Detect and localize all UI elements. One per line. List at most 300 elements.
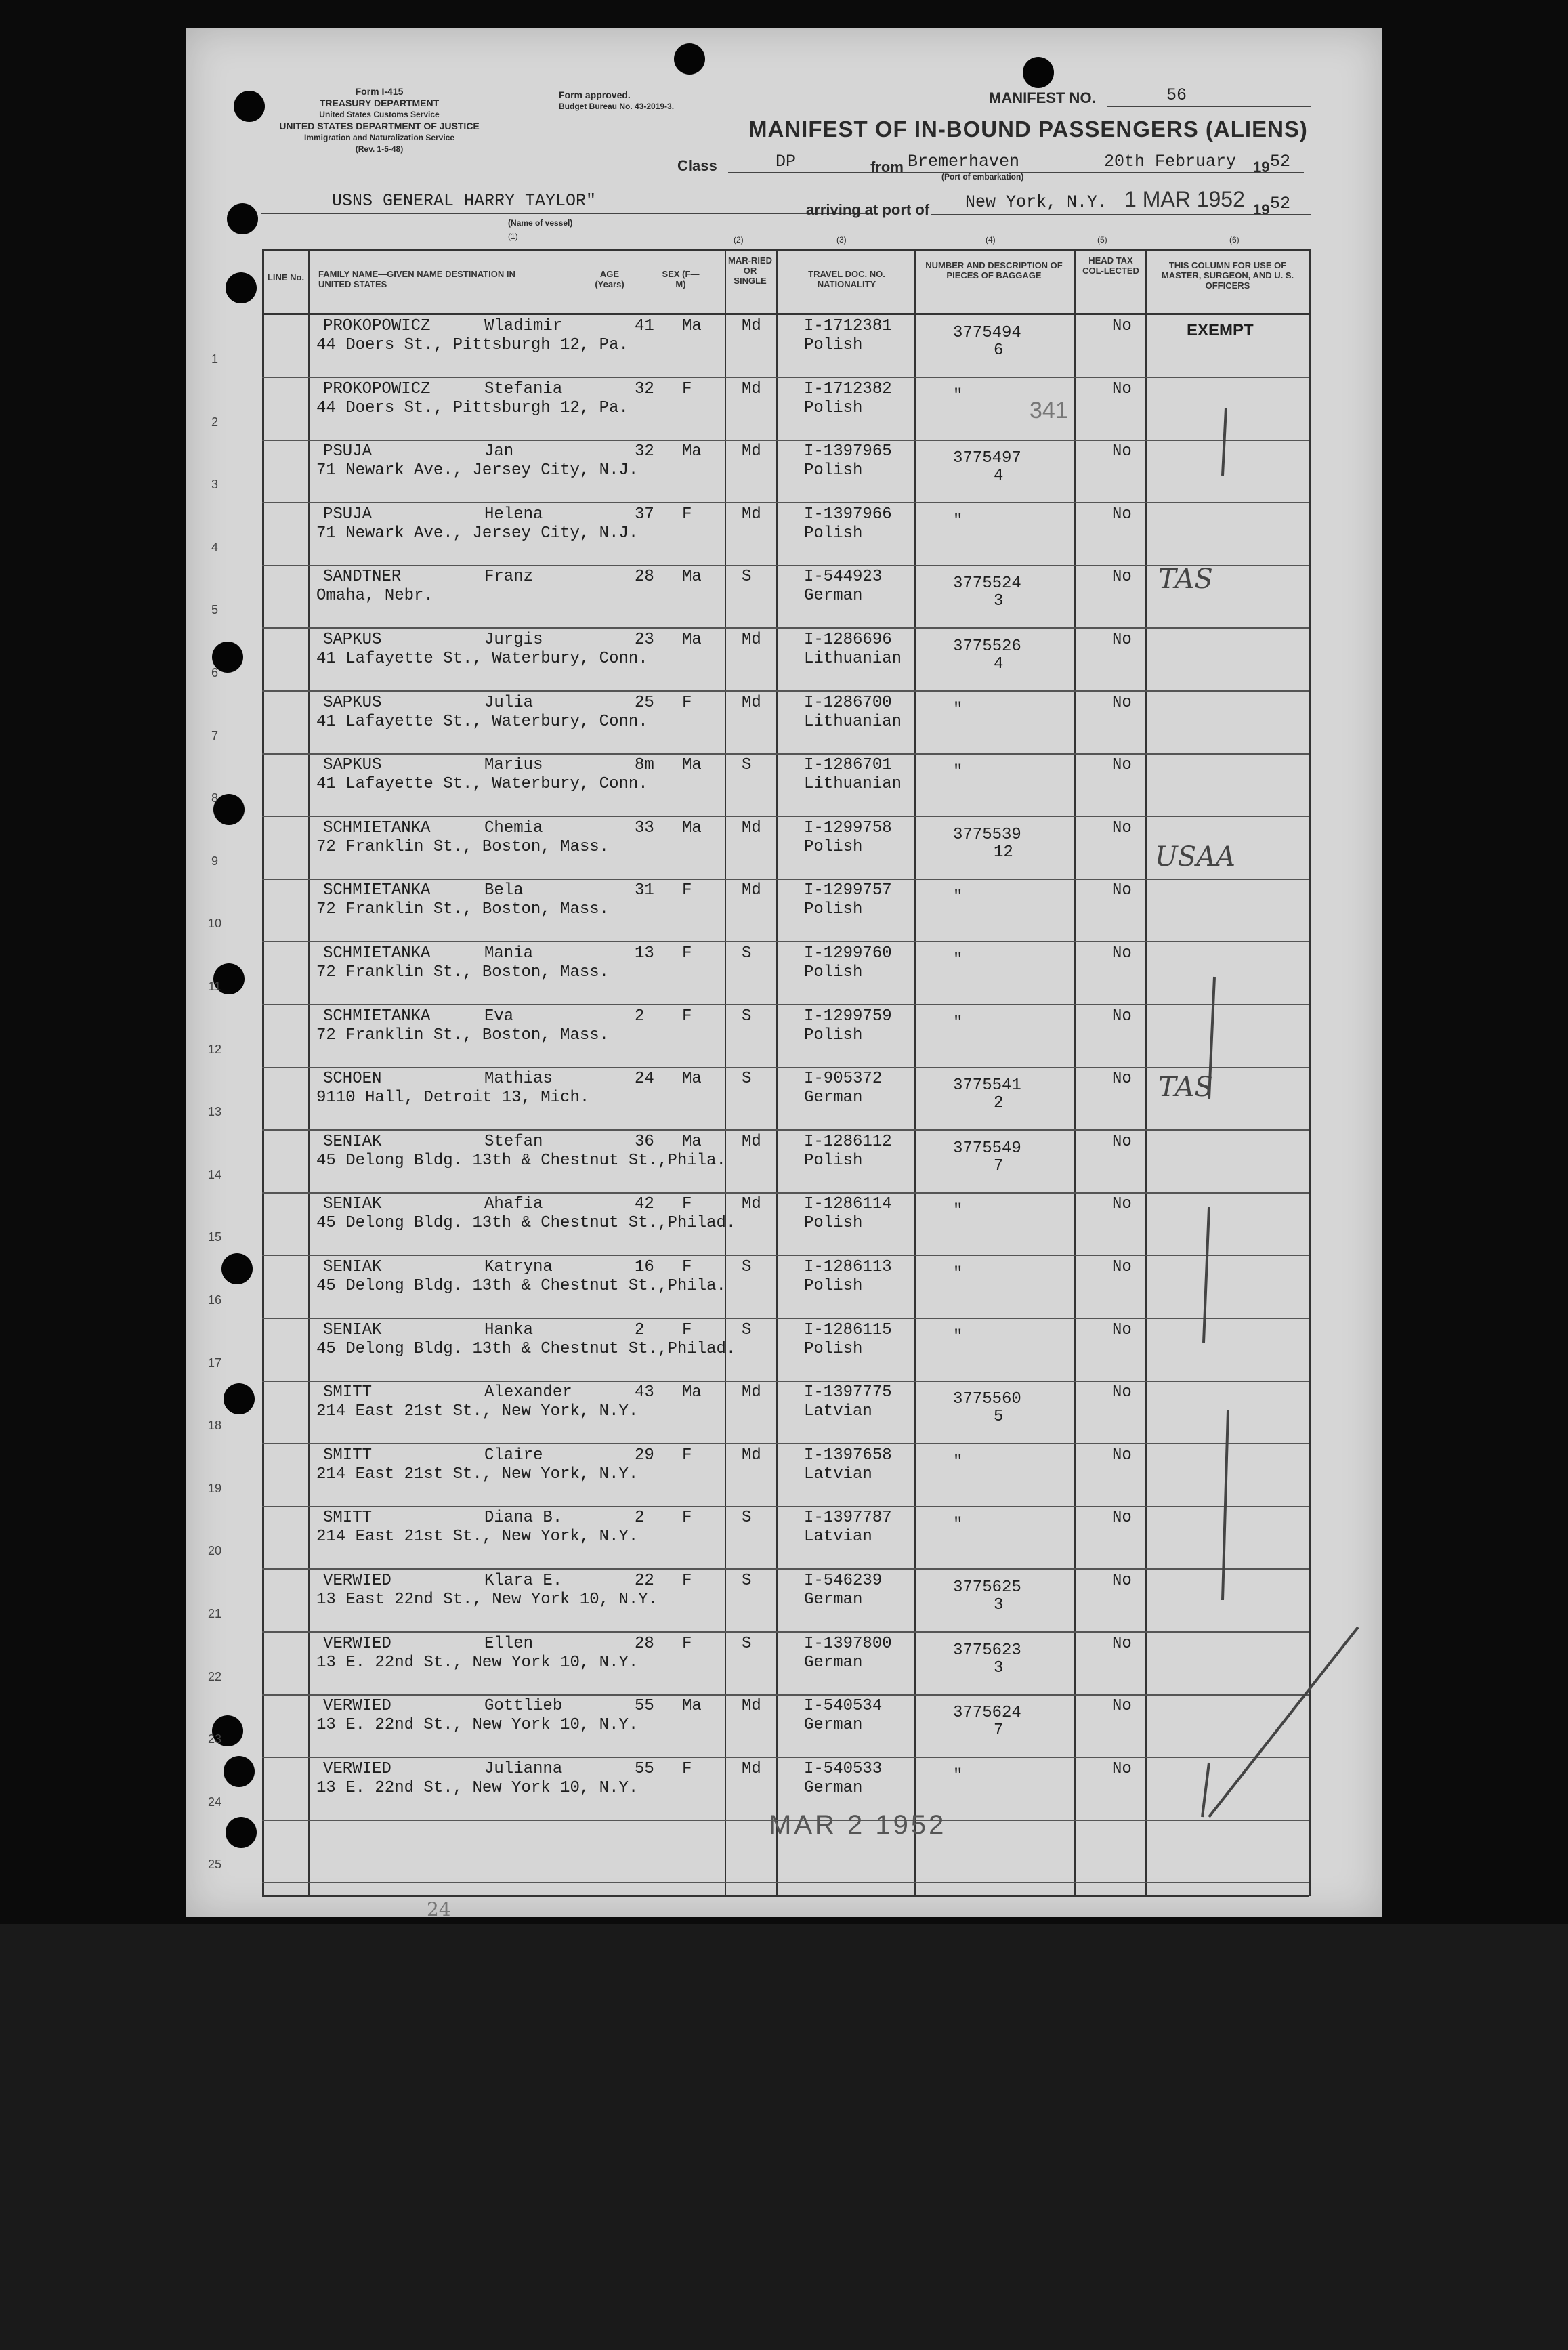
given-name: Wladimir [484,317,563,335]
travel-doc: I-1397775 [804,1383,892,1402]
given-name: Alexander [484,1383,572,1402]
family-name: SENIAK [323,1258,382,1276]
travel-doc: I-546239 [804,1572,883,1590]
nationality: Polish [804,1151,863,1170]
baggage-pieces: 4 [994,467,1004,486]
form-approval [559,89,748,112]
punch-hole [226,272,257,303]
travel-doc: I-540534 [804,1697,883,1716]
baggage-pieces: 7 [994,1721,1004,1740]
address: 13 E. 22nd St., New York 10, N.Y. [316,1716,639,1735]
address: 41 Lafayette St., Waterbury, Conn. [316,775,648,794]
address: 71 Newark Ave., Jersey City, N.J. [316,524,639,543]
line-number: 10 [207,917,222,931]
family-name: SAPKUS [323,756,382,775]
age: 31 [635,881,654,900]
arrival-stamp: 1 MAR 1952 [1124,187,1245,211]
punch-hole [227,203,258,234]
address: 41 Lafayette St., Waterbury, Conn. [316,650,648,668]
arrival-year: 52 [1270,194,1291,213]
manifest-no-line [1107,106,1311,107]
nationality: Lithuanian [804,650,902,668]
col-head-travel: TRAVEL DOC. NO. NATIONALITY [808,269,885,289]
age: 23 [635,631,654,649]
marital-status: Md [742,818,761,837]
baggage-number: 3775560 [953,1390,1021,1409]
age: 2 [635,1509,645,1528]
age: 43 [635,1383,654,1402]
given-name: Gottlieb [484,1697,563,1716]
head-tax: No [1112,1509,1132,1528]
age: 41 [635,317,654,335]
nationality: Latvian [804,1528,872,1547]
baggage-number: " [953,1202,963,1221]
revision: (Rev. 1-5-48) [355,144,404,154]
nationality: Latvian [804,1402,872,1421]
head-tax: No [1112,693,1132,712]
travel-doc: I-1397965 [804,442,892,461]
family-name: VERWIED [323,1634,391,1653]
head-tax: No [1112,317,1132,335]
col-num-5: (5) [1097,235,1107,245]
head-tax: No [1112,1634,1132,1653]
line-number: 22 [207,1669,222,1683]
given-name: Klara E. [484,1572,563,1590]
age: 16 [635,1258,654,1276]
line-number: 5 [211,603,218,617]
nationality: Polish [804,336,863,354]
baggage-number: " [953,700,963,719]
col-head-age: AGE (Years) [595,269,624,289]
table-top-border [262,249,1309,251]
officer-mark: USAA [1155,841,1235,873]
age: 2 [635,1320,645,1339]
col-num-3: (3) [836,235,847,245]
line-number: 1 [211,352,218,366]
nationality: German [804,1653,863,1672]
address: 44 Doers St., Pittsburgh 12, Pa. [316,398,629,417]
nationality: Polish [804,398,863,417]
ins-service: Immigration and Naturalization Service [303,133,455,142]
head-tax: No [1112,756,1132,775]
travel-doc: I-1299758 [804,818,892,837]
address: 72 Franklin St., Boston, Mass. [316,963,610,982]
marital-status: Md [742,1132,761,1151]
travel-doc: I-1299757 [804,881,892,900]
age: 36 [635,1132,654,1151]
travel-doc: I-1286115 [804,1320,892,1339]
baggage-number: " [953,1515,963,1534]
manifest-page [186,28,1382,1921]
sex: F [682,881,692,900]
address: 45 Delong Bldg. 13th & Chestnut St.,Phila. [316,1151,726,1170]
marital-status: Md [742,693,761,712]
sex: Ma [682,818,702,837]
family-name: SANDTNER [323,568,402,587]
given-name: Bela [484,881,524,900]
head-tax: No [1112,1320,1132,1339]
col-head-baggage: NUMBER AND DESCRIPTION OF PIECES OF BAGGAGE [925,260,1063,280]
handwritten-number: 341 [1030,398,1068,423]
sex: Ma [682,631,702,649]
baggage-number: 3775524 [953,574,1021,593]
family-name: PSUJA [323,505,373,524]
nationality: Latvian [804,1465,872,1484]
officer-checkmarks [1148,408,1372,1844]
family-name: SCHMIETANKA [323,944,431,963]
family-name: SMITT [323,1446,373,1465]
date-year-prefix: 19 [1253,159,1270,175]
given-name: Julia [484,693,534,712]
nationality: Polish [804,1214,863,1233]
officer-mark: TAS [1158,1072,1213,1103]
family-name: SCHMIETANKA [323,881,431,900]
from-sub: (Port of embarkation) [941,172,1024,182]
given-name: Helena [484,505,543,524]
baggage-number: " [953,951,963,969]
address: 214 East 21st St., New York, N.Y. [316,1402,639,1421]
baggage-number: " [953,1013,963,1032]
baggage-number: 3775539 [953,825,1021,844]
table-bottom-border [262,1895,1309,1897]
nationality: Polish [804,1277,863,1295]
sex: Ma [682,1132,702,1151]
line-number: 20 [207,1544,222,1558]
punch-hole [221,1253,253,1284]
head-tax: No [1112,1258,1132,1276]
line-number: 13 [207,1105,222,1119]
travel-doc: I-1286700 [804,693,892,712]
head-tax: No [1112,1759,1132,1778]
given-name: Jan [484,442,514,461]
travel-doc: I-1397966 [804,505,892,524]
baggage-number: 3775623 [953,1641,1021,1660]
nationality: German [804,1716,863,1735]
marital-status: S [742,1634,752,1653]
line-number: 21 [207,1607,222,1620]
travel-doc: I-1299760 [804,944,892,963]
nationality: Polish [804,963,863,982]
marital-status: Md [742,379,761,398]
justice-dept: UNITED STATES DEPARTMENT OF JUSTICE [279,121,480,131]
given-name: Hanka [484,1320,534,1339]
vessel-line [261,213,870,214]
line-number: 11 [208,980,221,993]
family-name: SCHMIETANKA [323,818,431,837]
baggage-number: " [953,888,963,907]
punch-hole [226,1817,257,1848]
punch-hole [1023,57,1054,88]
head-tax: No [1112,442,1132,461]
marital-status: Md [742,631,761,649]
given-name: Jurgis [484,631,543,649]
vessel-name: USNS GENERAL HARRY TAYLOR" [332,191,597,211]
address: 71 Newark Ave., Jersey City, N.J. [316,461,639,480]
address: 214 East 21st St., New York, N.Y. [316,1465,639,1484]
baggage-pieces: 4 [994,655,1004,673]
age: 8m [635,756,654,775]
manifest-title: MANIFEST OF IN-BOUND PASSENGERS (ALIENS) [748,117,1308,142]
baggage-number: 3775541 [953,1076,1021,1095]
given-name: Chemia [484,818,543,837]
line-number: 8 [211,791,218,805]
sex: F [682,505,692,524]
head-tax: No [1112,568,1132,587]
given-name: Stefan [484,1132,543,1151]
age: 32 [635,442,654,461]
age: 33 [635,818,654,837]
nationality: Lithuanian [804,775,902,794]
nationality: German [804,1089,863,1108]
marital-status: S [742,1509,752,1528]
baggage-number: " [953,1265,963,1283]
travel-doc: I-905372 [804,1070,883,1089]
dark-background [0,1924,1568,2350]
punch-hole [674,43,705,75]
from-value: Bremerhaven [908,152,1020,171]
head-tax: No [1112,1383,1132,1402]
family-name: VERWIED [323,1572,391,1590]
marital-status: S [742,756,752,775]
class-line [728,172,1304,173]
travel-doc: I-1286701 [804,756,892,775]
travel-doc: I-544923 [804,568,883,587]
col-num-6: (6) [1229,235,1239,245]
baggage-pieces: 2 [994,1094,1004,1113]
head-tax: No [1112,1007,1132,1026]
col-num-2: (2) [734,235,744,245]
given-name: Diana B. [484,1509,563,1528]
head-tax: No [1112,1195,1132,1214]
family-name: SENIAK [323,1320,382,1339]
sex: Ma [682,1697,702,1716]
head-tax: No [1112,1697,1132,1716]
nationality: German [804,1591,863,1609]
head-tax: No [1112,818,1132,837]
marital-status: Md [742,505,761,524]
col-head-tax: HEAD TAX COL-LECTED [1082,255,1139,276]
travel-doc: I-1286112 [804,1132,892,1151]
baggage-number: " [953,763,963,782]
line-number: 18 [207,1419,222,1433]
sex: Ma [682,1383,702,1402]
budget-bureau: Budget Bureau No. 43-2019-3. [559,102,675,111]
nationality: Polish [804,524,863,543]
col-num-1: (1) [508,232,518,241]
travel-doc: I-1286114 [804,1195,892,1214]
family-name: PSUJA [323,442,373,461]
age: 29 [635,1446,654,1465]
address: 72 Franklin St., Boston, Mass. [316,837,610,856]
class-label: Class [677,157,717,174]
baggage-pieces: 6 [994,341,1004,360]
line-number: 23 [207,1732,222,1746]
customs-service: United States Customs Service [319,110,440,119]
baggage-pieces: 3 [994,1596,1004,1614]
travel-doc: I-1712382 [804,379,892,398]
line-number: 4 [211,540,218,554]
age: 25 [635,693,654,712]
baggage-number: " [953,1452,963,1471]
form-header-left [237,86,522,155]
family-name: PROKOPOWICZ [323,317,431,335]
baggage-pieces: 7 [994,1156,1004,1175]
head-tax: No [1112,1132,1132,1151]
baggage-number: 3775625 [953,1578,1021,1597]
line-number: 3 [211,478,218,492]
sex: Ma [682,317,702,335]
given-name: Marius [484,756,543,775]
sex: F [682,1634,692,1653]
age: 2 [635,1007,645,1026]
given-name: Katryna [484,1258,553,1276]
manifest-no-label: MANIFEST NO. [989,89,1096,106]
family-name: SMITT [323,1509,373,1528]
manifest-no-value: 56 [1166,85,1187,105]
marital-status: Md [742,1759,761,1778]
marital-status: S [742,568,752,587]
punch-hole [224,1756,255,1787]
address: 41 Lafayette St., Waterbury, Conn. [316,712,648,731]
sex: F [682,1572,692,1590]
head-tax: No [1112,1446,1132,1465]
baggage-pieces: 5 [994,1408,1004,1427]
baggage-number: 3775526 [953,637,1021,656]
line-number: 2 [211,415,218,429]
line-number: 6 [211,666,218,679]
travel-doc: I-1397800 [804,1634,892,1653]
head-tax: No [1112,944,1132,963]
nationality: Polish [804,900,863,919]
sex: Ma [682,756,702,775]
baggage-number: 3775549 [953,1139,1021,1158]
age: 22 [635,1572,654,1590]
travel-doc: I-1286113 [804,1258,892,1276]
travel-doc: I-1397787 [804,1509,892,1528]
baggage-pieces: 12 [994,843,1013,862]
treasury-dept: TREASURY DEPARTMENT [319,98,440,108]
head-tax: No [1112,1070,1132,1089]
address: 13 E. 22nd St., New York 10, N.Y. [316,1778,639,1797]
family-name: SMITT [323,1383,373,1402]
given-name: Mania [484,944,534,963]
age: 24 [635,1070,654,1089]
baggage-pieces: 3 [994,1658,1004,1677]
head-tax: No [1112,631,1132,649]
baggage-number: 3775494 [953,324,1021,342]
baggage-number: 3775497 [953,449,1021,468]
sex: F [682,693,692,712]
family-name: SAPKUS [323,631,382,649]
address: 45 Delong Bldg. 13th & Chestnut St.,Philad. [316,1214,736,1233]
age: 55 [635,1697,654,1716]
travel-doc: I-1397658 [804,1446,892,1465]
age: 42 [635,1195,654,1214]
address: 214 East 21st St., New York, N.Y. [316,1528,639,1547]
baggage-pieces: 3 [994,592,1004,611]
marital-status: S [742,1572,752,1590]
col-head-officers: THIS COLUMN FOR USE OF MASTER, SURGEON, AND U. S. OFFICERS [1161,260,1294,291]
head-tax: No [1112,881,1132,900]
date-year: 52 [1270,152,1291,171]
marital-status: Md [742,317,761,335]
sex: F [682,1320,692,1339]
form-approved: Form approved. [559,89,631,100]
bottom-date-stamp: MAR 2 1952 [769,1810,947,1840]
marital-status: Md [742,442,761,461]
given-name: Claire [484,1446,543,1465]
baggage-number: 3775624 [953,1704,1021,1723]
col-head-name: FAMILY NAME—GIVEN NAME DESTINATION IN UNITED STATES [318,269,515,289]
travel-doc: I-1712381 [804,317,892,335]
address: 13 E. 22nd St., New York 10, N.Y. [316,1653,639,1672]
nationality: Polish [804,461,863,480]
age: 28 [635,568,654,587]
travel-doc: I-540533 [804,1759,883,1778]
arriving-value: New York, N.Y. [965,192,1108,212]
travel-doc: I-1286696 [804,631,892,649]
address: Omaha, Nebr. [316,587,433,606]
line-number: 19 [207,1481,222,1495]
family-name: SENIAK [323,1195,382,1214]
marital-status: Md [742,1697,761,1716]
line-number: 14 [207,1167,222,1181]
form-id: Form I-415 [355,86,404,97]
marital-status: S [742,944,752,963]
given-name: Stefania [484,379,563,398]
line-number: 7 [211,728,218,742]
line-number: 12 [207,1042,222,1056]
officer-note: EXEMPT [1187,321,1254,339]
marital-status: Md [742,881,761,900]
date-value: 20th February [1104,152,1237,171]
marital-status: Md [742,1195,761,1214]
marital-status: Md [742,1383,761,1402]
sex: F [682,379,692,398]
class-value: DP [776,152,797,171]
line-number: 25 [207,1858,222,1872]
head-tax: No [1112,379,1132,398]
family-name: SAPKUS [323,693,382,712]
punch-hole [224,1383,255,1414]
nationality: German [804,1778,863,1797]
family-name: SCHMIETANKA [323,1007,431,1026]
nationality: Polish [804,837,863,856]
address: 45 Delong Bldg. 13th & Chestnut St.,Phila. [316,1277,726,1295]
given-name: Franz [484,568,534,587]
address: 13 East 22nd St., New York 10, N.Y. [316,1591,658,1609]
col-head-married: MAR-RIED OR SINGLE [728,255,772,286]
marital-status: S [742,1258,752,1276]
page-number-annotation: 24 [427,1898,451,1921]
line-number: 24 [207,1795,222,1809]
line-number: 16 [207,1293,222,1307]
nationality: Polish [804,1339,863,1358]
col-head-line: LINE No. [267,272,305,282]
address: 9110 Hall, Detroit 13, Mich. [316,1089,590,1108]
age: 28 [635,1634,654,1653]
family-name: VERWIED [323,1759,391,1778]
given-name: Ahafia [484,1195,543,1214]
given-name: Mathias [484,1070,553,1089]
age: 32 [635,379,654,398]
head-tax: No [1112,1572,1132,1590]
age: 13 [635,944,654,963]
given-name: Julianna [484,1759,563,1778]
nationality: Lithuanian [804,712,902,731]
baggage-number: " [953,1766,963,1785]
age: 55 [635,1759,654,1778]
